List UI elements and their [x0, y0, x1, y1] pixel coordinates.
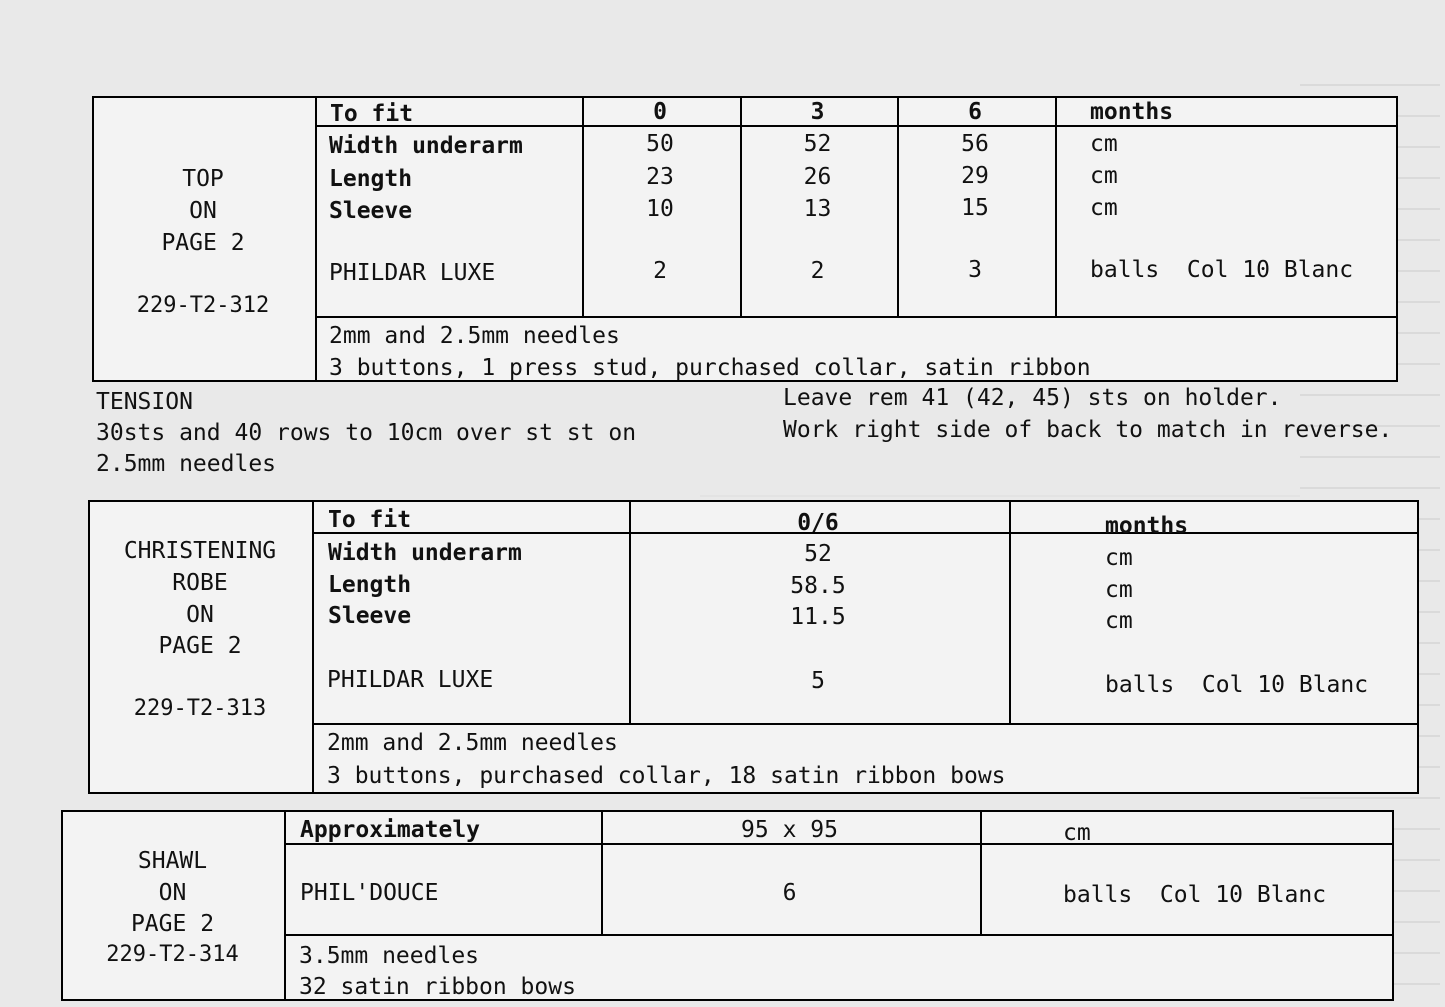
top-header-size-1: 3: [810, 99, 825, 125]
robe-row-length: 58.5: [790, 573, 846, 599]
shawl-note-needles: 3.5mm needles: [299, 943, 480, 969]
shawl-pattern-code: 229-T2-314: [106, 942, 239, 967]
tension-line-1: 30sts and 40 rows to 10cm over st st on: [96, 420, 637, 446]
robe-row-label-width: Width underarm: [328, 540, 522, 566]
shawl-header-unit: cm: [1063, 820, 1091, 846]
top-yarn-0: 2: [653, 258, 667, 284]
top-note-notions: 3 buttons, 1 press stud, purchased collar, satin ribbon: [329, 355, 1091, 381]
top-row-length-1: 26: [803, 164, 832, 190]
top-note-needles: 2mm and 2.5mm needles: [329, 323, 620, 349]
top-row-length-2: 29: [961, 163, 989, 189]
shawl-note-notions: 32 satin ribbon bows: [299, 974, 576, 1000]
robe-row-width: 52: [804, 541, 832, 567]
side-text-line-2: Work right side of back to match in reverse.: [783, 417, 1393, 443]
robe-row-label-length: Length: [328, 572, 412, 598]
tension-title: TENSION: [96, 389, 193, 415]
robe-name-line-3: ON: [186, 602, 214, 628]
robe-header-unit: months: [1105, 513, 1189, 539]
top-row-length-unit: cm: [1090, 163, 1118, 189]
top-row-width-2: 56: [961, 131, 989, 157]
top-row-sleeve-0: 10: [646, 196, 674, 222]
top-row-width-0: 50: [646, 131, 674, 157]
shawl-header-label: Approximately: [300, 817, 481, 843]
top-name-line-3: PAGE 2: [161, 230, 245, 256]
top-row-width-unit: cm: [1090, 131, 1118, 157]
shawl-yarn-unit: balls Col 10 Blanc: [1063, 882, 1327, 908]
robe-row-width-unit: cm: [1105, 545, 1133, 571]
top-row-length-0: 23: [646, 164, 674, 190]
top-yarn-unit: balls Col 10 Blanc: [1090, 257, 1354, 283]
shawl-yarn-value: 6: [782, 880, 797, 906]
top-name-line-2: ON: [189, 198, 217, 224]
robe-row-sleeve-unit: cm: [1105, 608, 1133, 634]
robe-header-size: 0/6: [797, 510, 839, 536]
top-row-label-length: Length: [329, 166, 413, 192]
top-row-sleeve-unit: cm: [1090, 195, 1118, 221]
top-yarn-2: 3: [968, 257, 982, 283]
shawl-name-line-3: PAGE 2: [130, 911, 215, 937]
robe-pattern-code: 229-T2-313: [133, 696, 267, 721]
top-row-label-sleeve: Sleeve: [329, 198, 413, 224]
top-header-unit: months: [1090, 99, 1174, 125]
robe-yarn-unit: balls Col 10 Blanc: [1105, 672, 1369, 698]
robe-row-label-sleeve: Sleeve: [328, 603, 412, 629]
side-text-line-1: Leave rem 41 (42, 45) sts on holder.: [783, 385, 1282, 411]
robe-header-label: To fit: [328, 507, 412, 533]
robe-note-notions: 3 buttons, purchased collar, 18 satin ribbon bows: [327, 763, 1006, 789]
top-row-width-1: 52: [803, 131, 832, 157]
top-name-line-1: TOP: [182, 166, 224, 192]
robe-yarn-value: 5: [811, 668, 825, 694]
top-header-size-0: 0: [653, 99, 667, 125]
robe-name-line-4: PAGE 2: [158, 633, 242, 659]
robe-row-length-unit: cm: [1105, 577, 1133, 603]
top-header-size-2: 6: [968, 99, 982, 125]
top-header-label: To fit: [330, 101, 414, 127]
top-pattern-code: 229-T2-312: [136, 293, 270, 318]
top-row-sleeve-2: 15: [961, 195, 989, 221]
shawl-name-line-1: SHAWL: [137, 848, 208, 874]
top-row-sleeve-1: 13: [803, 196, 832, 222]
robe-name-line-1: CHRISTENING: [123, 538, 277, 564]
robe-row-sleeve: 11.5: [790, 604, 846, 630]
top-yarn-label: PHILDAR LUXE: [329, 260, 496, 286]
robe-yarn-label: PHILDAR LUXE: [327, 667, 494, 693]
robe-note-needles: 2mm and 2.5mm needles: [327, 730, 618, 756]
top-yarn-1: 2: [810, 258, 825, 284]
top-row-label-width: Width underarm: [329, 133, 523, 159]
shawl-name-line-2: ON: [158, 880, 187, 906]
shawl-yarn-label: PHIL'DOUCE: [300, 880, 439, 906]
shawl-header-size: 95 x 95: [741, 817, 838, 843]
robe-name-line-2: ROBE: [172, 570, 228, 596]
tension-line-2: 2.5mm needles: [96, 451, 277, 477]
